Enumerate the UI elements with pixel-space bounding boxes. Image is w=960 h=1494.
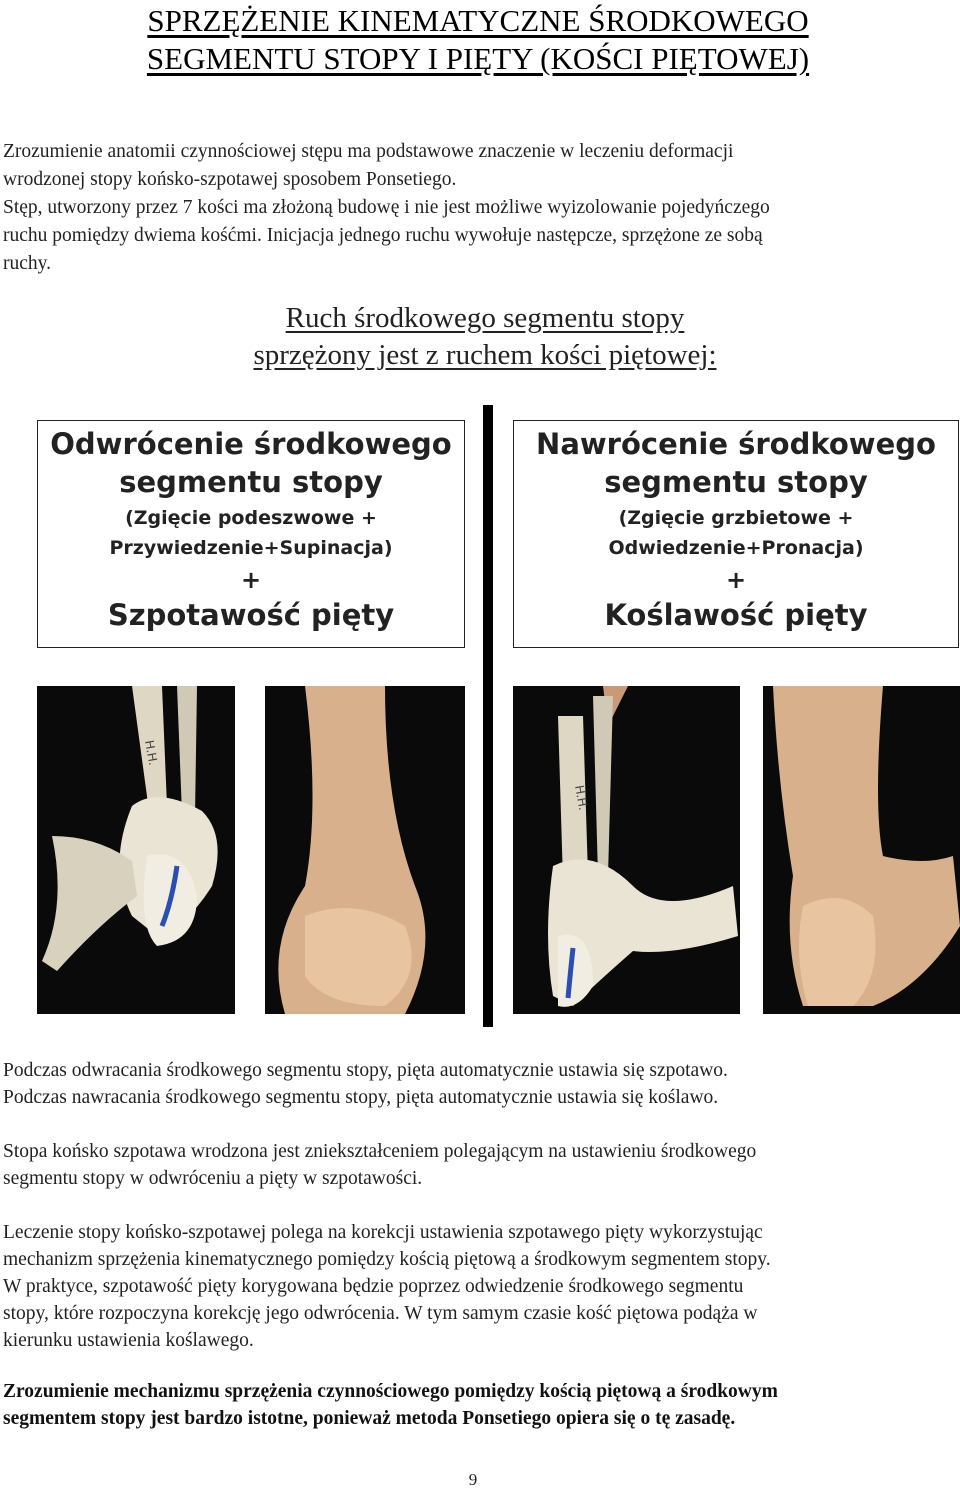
paragraph-treatment (3, 1219, 953, 1354)
page-number: 9 (468, 1470, 478, 1489)
plus-sign: + (725, 566, 747, 594)
paragraph-line: segmentem stopy jest bardzo istotne, ponieważ metoda Ponsetiego opiera się o tę zasadę. (3, 1408, 736, 1429)
box-heading-line: segmentu stopy (604, 465, 868, 499)
paragraph-line: stopy, które rozpoczyna korekcję jego odwrócenia. W tym samym czasie kość piętowa podąża w (3, 1303, 758, 1324)
inversion-box (37, 420, 465, 648)
page-title (0, 2, 956, 78)
intro-line: Zrozumienie anatomii czynnościowej stępu ma podstawowe znaczenie w leczeniu deformacji (3, 141, 734, 162)
paragraph-coupling (3, 1057, 953, 1111)
skeleton-foot-eversion-photo (513, 686, 740, 1014)
subtitle-line-2: sprzężony jest z ruchem kości piętowej: (253, 339, 717, 371)
paragraph-conclusion (3, 1378, 953, 1432)
eversion-box (513, 420, 959, 648)
box-heading (514, 425, 958, 501)
box-heading-line: segmentu stopy (119, 465, 383, 499)
intro-line: ruchu pomiędzy dwiema kośćmi. Inicjacja jednego ruchu wywołuje następcze, sprzężone ze sobą (3, 225, 763, 246)
intro-line: Stęp, utworzony przez 7 kości ma złożoną budowę i nie jest możliwe wyizolowanie pojedyńczego (3, 197, 770, 218)
box-detail-line: (Zgięcie grzbietowe + (618, 507, 854, 529)
box-detail-line: (Zgięcie podeszwowe + (125, 507, 377, 529)
box-heading (38, 425, 464, 501)
paragraph-line: Podczas odwracania środkowego segmentu stopy, pięta automatycznie ustawia się szpotawo. (3, 1060, 728, 1081)
heel-varus-photo (265, 686, 465, 1014)
box-result: Koślawość pięty (604, 598, 868, 632)
paragraph-line: kierunku ustawienia koślawego. (3, 1330, 254, 1351)
box-heading-line: Nawrócenie środkowego (536, 427, 936, 461)
paragraph-line: Zrozumienie mechanizmu sprzężenia czynnościowego pomiędzy kością piętową a środkowym (3, 1381, 778, 1402)
section-subtitle (0, 300, 960, 374)
vertical-divider (483, 405, 493, 1027)
title-line-1: SPRZĘŻENIE KINEMATYCZNE ŚRODKOWEGO (147, 3, 809, 38)
paragraph-clubfoot-definition (3, 1138, 953, 1192)
box-detail-line: Przywiedzenie+Supinacja) (109, 537, 393, 559)
paragraph-line: Leczenie stopy końsko-szpotawej polega na korekcji ustawienia szpotawego pięty wykorzystując (3, 1222, 763, 1243)
paragraph-line: mechanizm sprzężenia kinematycznego pomiędzy kością piętową a środkowym segmentem stopy. (3, 1249, 771, 1270)
box-detail (514, 503, 958, 563)
skeleton-foot-inversion-photo (37, 686, 235, 1014)
svg-text:H.H.: H.H. (142, 739, 161, 767)
box-result: Szpotawość pięty (107, 598, 395, 632)
box-detail-line: Odwiedzenie+Pronacja) (608, 537, 864, 559)
heel-valgus-photo (763, 686, 960, 1014)
box-heading-line: Odwrócenie środkowego (50, 427, 452, 461)
paragraph-line: segmentu stopy w odwróceniu a pięty w szpotawości. (3, 1168, 423, 1189)
intro-paragraph (3, 138, 953, 278)
plus-sign: + (240, 566, 262, 594)
svg-text:H.H.: H.H. (572, 784, 591, 812)
subtitle-line-1: Ruch środkowego segmentu stopy (285, 302, 685, 334)
paragraph-line: Podczas nawracania środkowego segmentu stopy, pięta automatycznie ustawia się koślawo. (3, 1087, 719, 1108)
paragraph-line: W praktyce, szpotawość pięty korygowana będzie poprzez odwiedzenie środkowego segmentu (3, 1276, 744, 1297)
title-line-2: SEGMENTU STOPY I PIĘTY (KOŚCI PIĘTOWEJ) (146, 41, 810, 76)
intro-line: wrodzonej stopy końsko-szpotawej sposobem Ponsetiego. (3, 169, 457, 190)
paragraph-line: Stopa końsko szpotawa wrodzona jest zniekształceniem polegającym na ustawieniu środkowego (3, 1141, 757, 1162)
box-detail (38, 503, 464, 563)
intro-line: ruchy. (3, 253, 52, 274)
